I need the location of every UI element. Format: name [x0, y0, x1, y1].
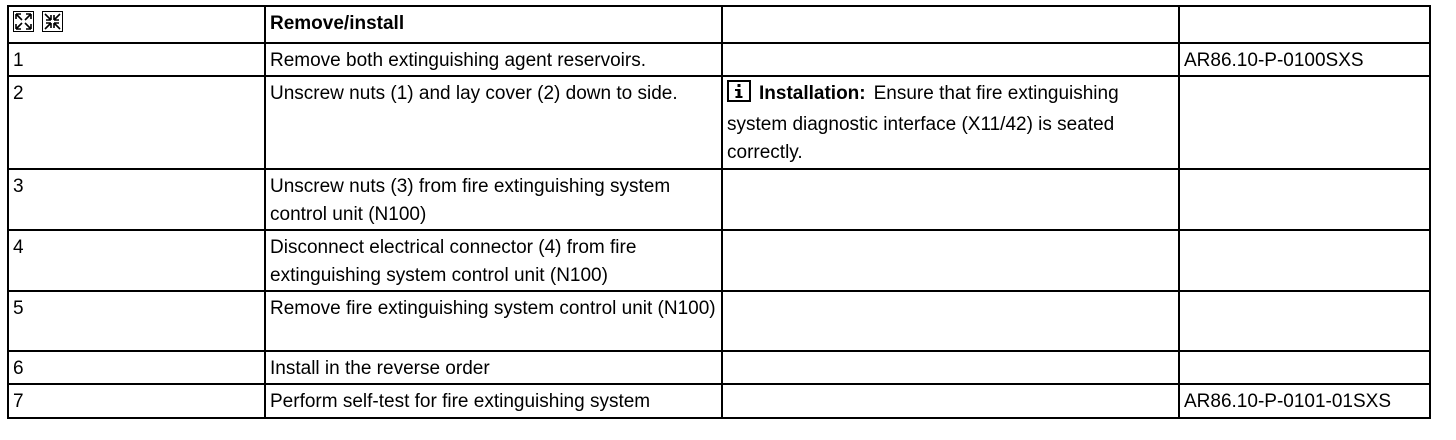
- step-reference-link: [1179, 351, 1430, 384]
- table-row: [8, 76, 1430, 169]
- step-text: Remove both extinguishing agent reservoirs.: [265, 43, 722, 76]
- expand-icon[interactable]: [13, 11, 34, 32]
- header-empty-cell: [722, 6, 1179, 43]
- table-row: [8, 384, 1430, 418]
- installation-label: Installation:: [759, 83, 866, 104]
- step-note: [722, 43, 1179, 76]
- step-reference-link: [1179, 291, 1430, 351]
- table-row: [8, 351, 1430, 384]
- step-number: 3: [8, 169, 265, 230]
- step-reference-link: [1179, 76, 1430, 169]
- step-text: Unscrew nuts (1) and lay cover (2) down to side.: [265, 76, 722, 169]
- step-number: 1: [8, 43, 265, 76]
- table-row: [8, 169, 1430, 230]
- step-note: [722, 384, 1179, 418]
- header-icons-cell: [8, 6, 265, 43]
- step-number: 2: [8, 76, 265, 169]
- step-reference-link: [1179, 169, 1430, 230]
- step-note: [722, 230, 1179, 291]
- step-reference-link: [1179, 230, 1430, 291]
- step-note: [722, 76, 1179, 169]
- table-row: [8, 230, 1430, 291]
- collapse-icon[interactable]: [42, 11, 63, 32]
- procedure-table: [7, 5, 1431, 419]
- step-reference-link[interactable]: AR86.10-P-0100SXS: [1179, 43, 1430, 76]
- step-text: Perform self-test for fire extinguishing system: [265, 384, 722, 418]
- step-number: 4: [8, 230, 265, 291]
- info-icon: [727, 80, 751, 111]
- step-number: 5: [8, 291, 265, 351]
- step-note: [722, 351, 1179, 384]
- header-empty-cell: [1179, 6, 1430, 43]
- step-number: 7: [8, 384, 265, 418]
- step-text: Remove fire extinguishing system control unit (N100): [265, 291, 722, 351]
- header-title: Remove/install: [265, 6, 722, 43]
- table-row: [8, 291, 1430, 351]
- step-note: [722, 169, 1179, 230]
- step-reference-link[interactable]: AR86.10-P-0101-01SXS: [1179, 384, 1430, 418]
- installation-note-text: Ensure that fire extinguishing system diagnostic interface (X11/42) is seated correctly.: [727, 83, 1119, 163]
- step-text: Disconnect electrical connector (4) from fire extinguishing system control unit (N100): [265, 230, 722, 291]
- step-text: Install in the reverse order: [265, 351, 722, 384]
- step-text: Unscrew nuts (3) from fire extinguishing system control unit (N100): [265, 169, 722, 230]
- table-row: [8, 43, 1430, 76]
- step-number: 6: [8, 351, 265, 384]
- table-header-row: [8, 6, 1430, 43]
- step-note: [722, 291, 1179, 351]
